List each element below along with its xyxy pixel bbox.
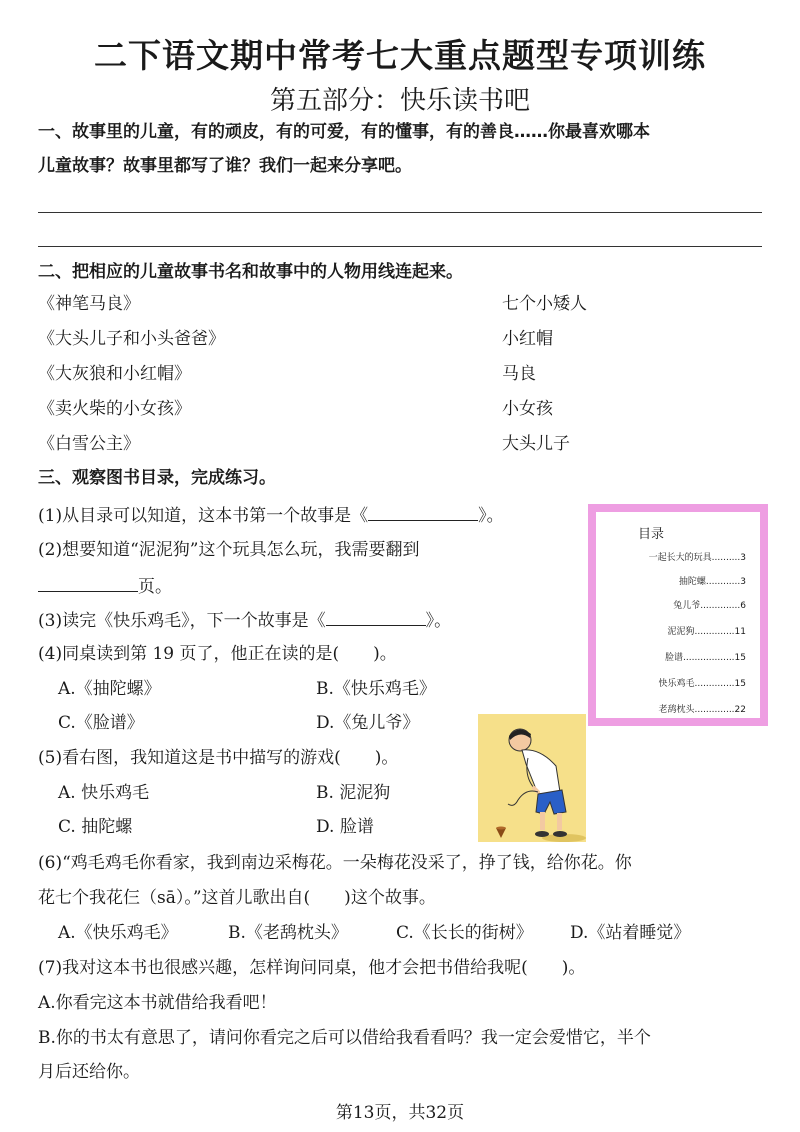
q3-heading: 三、观察图书目录，完成练习。 [38,468,276,488]
q3-item-1 [38,500,504,530]
answer-line-1[interactable] [38,212,762,213]
option-c[interactable]: C.《长长的街树》 [396,923,533,943]
option-a[interactable]: A.你看完这本书就借给我看吧！ [38,993,277,1013]
book-title[interactable]: 《大灰狼和小红帽》 [38,364,191,384]
toc-entry: 老鸹枕头..............22 [658,705,746,715]
q3-p3-end: 》。 [425,611,452,631]
option-b-line2[interactable]: 月后还给你。 [38,1062,140,1082]
q1-line2: 儿童故事？故事里都写了谁？我们一起来分享吧。 [38,156,412,176]
option-a[interactable]: A.《抽陀螺》 [58,679,161,699]
q3-p1-text: (1)从目录可以知道，这本书第一个故事是《 [38,506,369,526]
book-title[interactable]: 《大头儿子和小头爸爸》 [38,329,225,349]
boy-spinning-top-illustration [478,714,586,842]
boy-spinning-top-icon [478,714,586,842]
toc-entry: 抽陀螺............3 [678,577,746,587]
option-b[interactable]: B.《老鸹枕头》 [228,923,348,943]
answer-blank[interactable] [368,500,478,521]
q3-p2-end: 页。 [138,577,172,597]
table-of-contents-card [588,504,768,726]
q3-item-3 [38,605,451,635]
q3-item-4: (4)同桌读到第 19 页了，他正在读的是( )。 [38,644,397,664]
q3-item-7: (7)我对这本书也很感兴趣，怎样询问同桌，他才会把书借给我呢( )。 [38,958,586,978]
character-name[interactable]: 七个小矮人 [502,294,587,314]
toc-entry: 脸谱..................15 [665,653,746,663]
character-name[interactable]: 大头儿子 [502,434,570,454]
toc-entry: 快乐鸡毛..............15 [658,679,746,689]
q3-p3-text: (3)读完《快乐鸡毛》，下一个故事是《 [38,611,326,631]
option-c[interactable]: C.《脸谱》 [58,713,144,733]
toc-panel [596,512,760,718]
option-d[interactable]: D.《兔儿爷》 [316,713,420,733]
option-c[interactable]: C. 抽陀螺 [58,817,133,837]
option-b[interactable]: B. 泥泥狗 [316,783,391,803]
option-b[interactable]: B.《快乐鸡毛》 [316,679,436,699]
option-d[interactable]: D.《站着睡觉》 [570,923,691,943]
section-subtitle: 第五部分：快乐读书吧 [269,86,530,116]
character-name[interactable]: 小女孩 [502,399,553,419]
q3-item-2: (2)想要知道“泥泥狗”这个玩具怎么玩，我需要翻到 [38,540,420,560]
page-footer: 第13页，共32页 [335,1103,465,1123]
q3-item-2-blank-line [38,571,172,601]
toc-entry: 一起长大的玩具..........3 [648,553,746,563]
option-a[interactable]: A.《快乐鸡毛》 [58,923,178,943]
q3-item-5: (5)看右图，我知道这是书中描写的游戏( )。 [38,748,399,768]
book-title[interactable]: 《卖火柴的小女孩》 [38,399,191,419]
answer-blank[interactable] [38,571,138,592]
book-title[interactable]: 《神笔马良》 [38,294,140,314]
answer-line-2[interactable] [38,246,762,247]
q3-item-6-line2: 花七个我花仨（sā）。”这首儿歌出自( )这个故事。 [38,888,436,908]
character-name[interactable]: 马良 [502,364,536,384]
toc-entry: 兔儿爷..............6 [673,601,746,611]
toc-title: 目录 [638,527,665,542]
q3-item-6-line1: (6)“鸡毛鸡毛你看家，我到南边采梅花。一朵梅花没采了，挣了钱，给你花。你 [38,853,632,873]
option-d[interactable]: D. 脸谱 [316,817,374,837]
page-title: 二下语文期中常考七大重点题型专项训练 [94,36,706,75]
option-a[interactable]: A. 快乐鸡毛 [58,783,150,803]
toc-entry: 泥泥狗..............11 [667,627,746,637]
character-name[interactable]: 小红帽 [502,329,553,349]
q2-heading: 二、把相应的儿童故事书名和故事中的人物用线连起来。 [38,262,463,282]
answer-blank[interactable] [326,605,426,626]
option-b-line1[interactable]: B.你的书太有意思了，请问你看完之后可以借给我看看吗？我一定会爱惜它，半个 [38,1028,651,1048]
q3-p1-end: 》。 [478,506,504,526]
q1-line1: 一、故事里的儿童，有的顽皮，有的可爱，有的懂事，有的善良……你最喜欢哪本 [38,122,650,142]
book-title[interactable]: 《白雪公主》 [38,434,140,454]
